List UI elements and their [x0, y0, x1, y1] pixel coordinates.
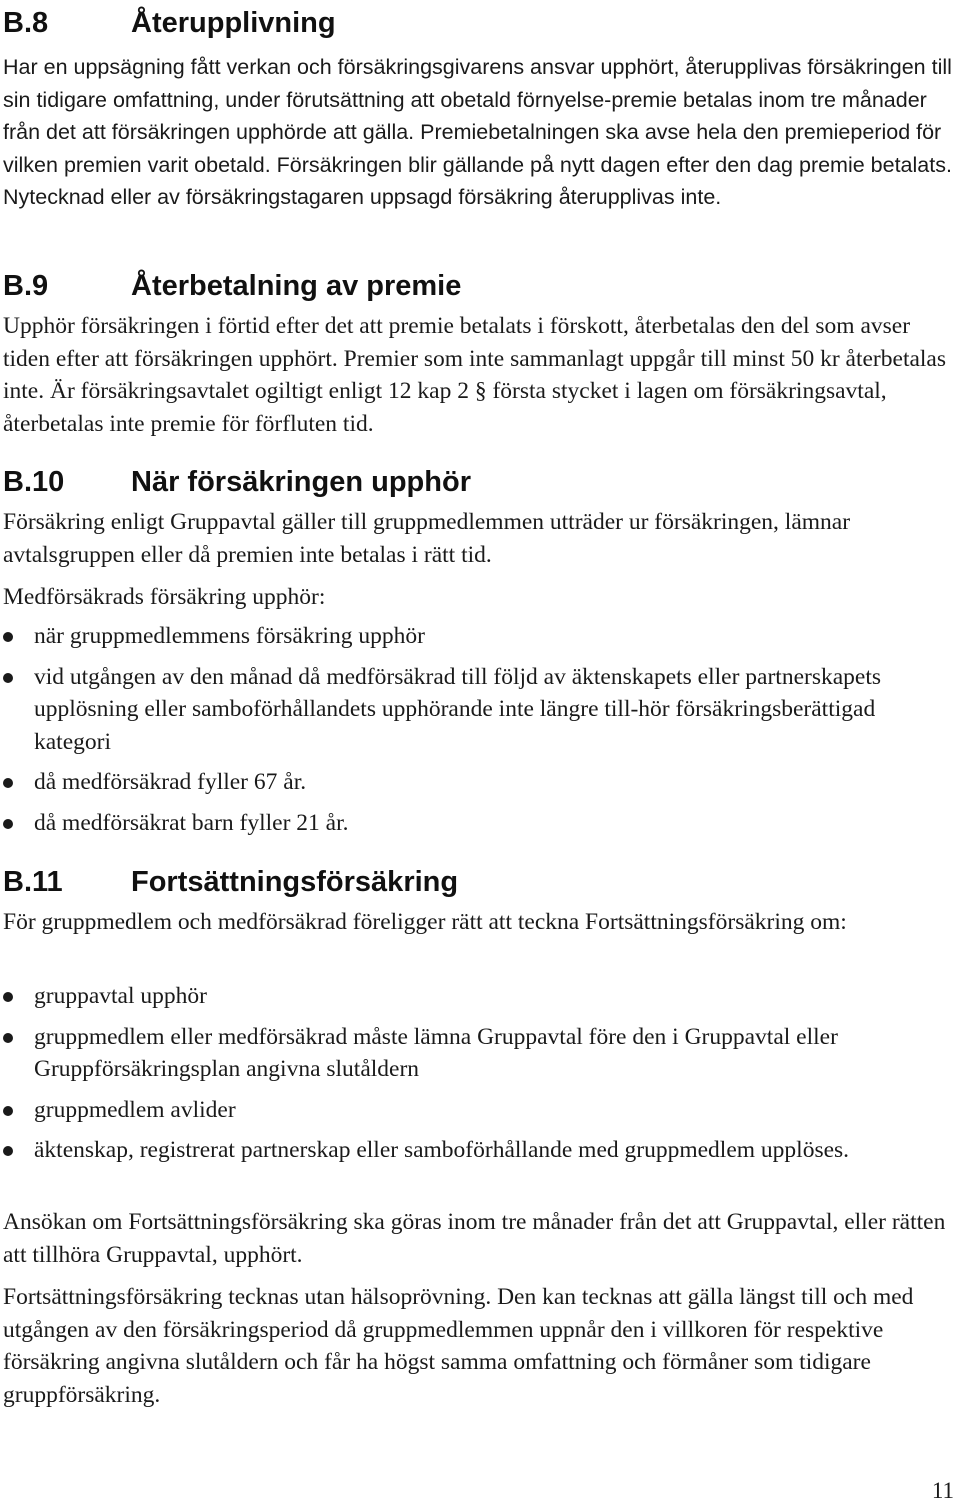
list-item: äktenskap, registrerat partnerskap eller samboförhållande med gruppmedlem upplöses. [0, 1134, 958, 1167]
section-paragraph: Ansökan om Fortsättningsförsäkring ska göras inom tre månader från det att Gruppavtal, eller rätten att tillhöra Gruppavtal, upphört. [3, 1209, 946, 1268]
section-title: När försäkringen upphör [131, 466, 471, 498]
section-heading-b11 [3, 865, 458, 899]
section-paragraph: Fortsättningsförsäkring tecknas utan hälsoprövning. Den kan tecknas att gälla längst till och med utgången av den försäkringsperiod då gruppmedlemmen uppnår den i villkoren för respektive försäkring angivna slutåldern och får ha högst samma omfattning och förmåner som tidigare gruppförsäkring. [3, 1284, 914, 1408]
bullet-icon [3, 1106, 13, 1116]
list-item: gruppavtal upphör [0, 980, 958, 1013]
section-paragraph: Har en uppsägning fått verkan och försäkringsgivarens ansvar upphört, återupplivas försäkringen till sin tidigare omfattning, under förutsättning att obetald förnyelse-premie betalas inom tre månader från det att försäkringen upphörde att gälla. Premiebetalningen ska avse hela den premieperiod för vilken premien varit obetald. Försäkringen blir gällande på nytt dagen efter den dag premie betalats. Nytecknad eller av försäkringstagaren uppsagd försäkring återupplivas inte. [3, 55, 952, 210]
list-intro: För gruppmedlem och medförsäkrad föreligger rätt att teckna Fortsättningsförsäkring om: [3, 909, 847, 935]
bullet-icon [3, 778, 13, 788]
section-heading-b10 [3, 465, 471, 499]
list-item: då medförsäkrat barn fyller 21 år. [0, 807, 958, 840]
bullet-icon [3, 673, 13, 683]
section-title: Återupplivning [131, 7, 336, 39]
bullet-icon [3, 632, 13, 642]
section-heading-b9 [3, 269, 461, 303]
list-item: gruppmedlem eller medförsäkrad måste lämna Gruppavtal före den i Gruppavtal eller Gruppförsäkringsplan angivna slutåldern [0, 1021, 958, 1086]
section-number: B.8 [3, 7, 49, 39]
bullet-icon [3, 819, 13, 829]
bullet-list [0, 980, 958, 1167]
bullet-icon [3, 1146, 13, 1156]
section-number: B.11 [3, 866, 63, 898]
bullet-icon [3, 992, 13, 1002]
list-item: när gruppmedlemmens försäkring upphör [0, 620, 958, 653]
page-number: 11 [931, 1478, 954, 1503]
section-paragraph: Försäkring enligt Gruppavtal gäller till gruppmedlemmen utträder ur försäkringen, lämnar avtalsgruppen eller då premien inte betalas i rätt tid. [3, 509, 851, 568]
section-paragraph: Upphör försäkringen i förtid efter det att premie betalats i förskott, återbetalas den del som avser tiden efter att försäkringen upphört. Premier som inte sammanlagt uppgår till minst 50 kr återbetalas inte. Är försäkringsavtalet ogiltigt enligt 12 kap 2 § första stycket i lagen om försäkringsavtal, återbetalas inte premie för förfluten tid. [3, 313, 947, 437]
section-title: Fortsättningsförsäkring [131, 866, 459, 898]
list-item: gruppmedlem avlider [0, 1094, 958, 1127]
bullet-icon [3, 1033, 13, 1043]
section-number: B.10 [3, 466, 65, 498]
list-item: vid utgången av den månad då medförsäkrad till följd av äktenskapets eller partnerskapets upplösning eller samboförhållandets upphörande inte längre till-hör försäkringsberättigad kategori [0, 661, 958, 759]
bullet-list [0, 620, 958, 840]
list-intro: Medförsäkrads försäkring upphör: [3, 584, 326, 610]
list-item: då medförsäkrad fyller 67 år. [0, 766, 958, 799]
section-heading-b8 [3, 6, 336, 40]
section-title: Återbetalning av premie [131, 270, 462, 302]
section-number: B.9 [3, 270, 49, 302]
